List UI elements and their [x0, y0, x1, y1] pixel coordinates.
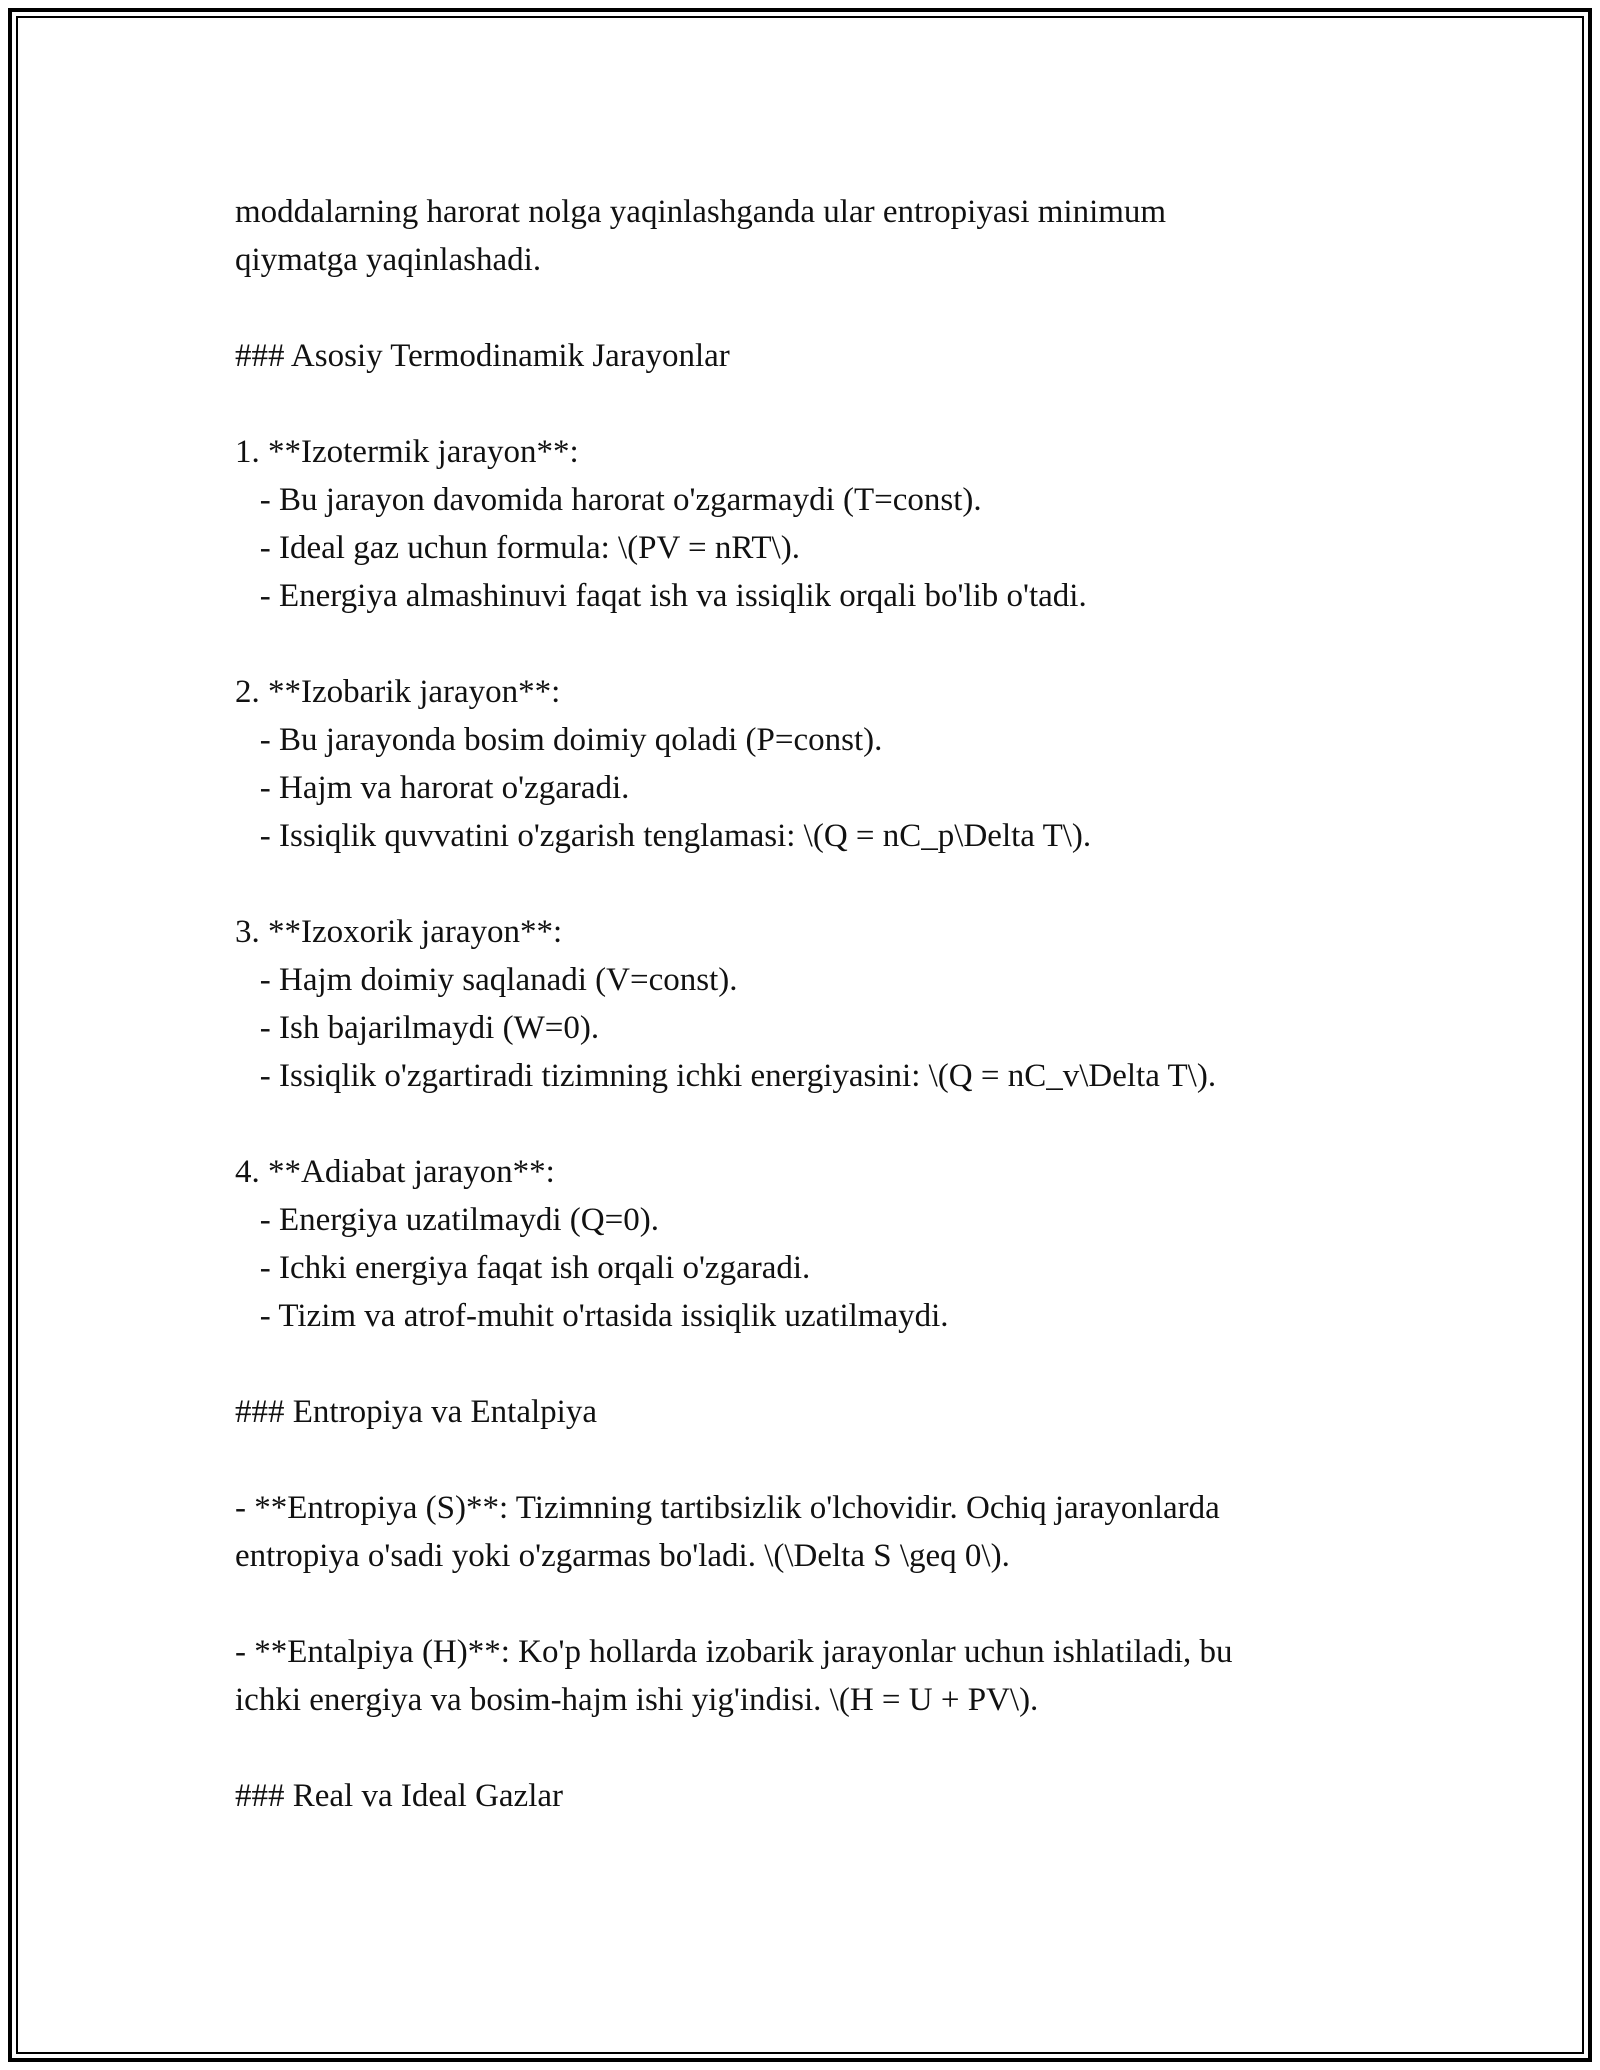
process-bullet: - Energiya almashinuvi faqat ish va issiqlik orqali bo'lib o'tadi.: [235, 578, 1087, 614]
process-bullet: - Ideal gaz uchun formula: \(PV = nRT\).: [235, 530, 800, 566]
process-bullet: - Energiya uzatilmaydi (Q=0).: [235, 1202, 659, 1238]
process-title: 2. **Izobarik jarayon**:: [235, 674, 561, 710]
enthalpy-line-2: ichki energiya va bosim-hajm ishi yig'indisi. \(H = U + PV\).: [235, 1682, 1039, 1718]
process-title: 1. **Izotermik jarayon**:: [235, 434, 579, 470]
process-title: 3. **Izoxorik jarayon**:: [235, 914, 563, 950]
heading-processes: ### Asosiy Termodinamik Jarayonlar: [235, 338, 730, 374]
heading-entropy: ### Entropiya va Entalpiya: [235, 1394, 597, 1430]
process-bullet: - Ish bajarilmaydi (W=0).: [235, 1010, 600, 1046]
process-bullet: - Hajm va harorat o'zgaradi.: [235, 770, 630, 806]
process-bullet: - Bu jarayonda bosim doimiy qoladi (P=const).: [235, 722, 883, 758]
process-bullet: - Issiqlik o'zgartiradi tizimning ichki energiyasini: \(Q = nC_v\Delta T\).: [235, 1058, 1217, 1094]
entropy-line-2: entropiya o'sadi yoki o'zgarmas bo'ladi. \(\Delta S \geq 0\).: [235, 1538, 1010, 1574]
process-bullet: - Bu jarayon davomida harorat o'zgarmaydi (T=const).: [235, 482, 982, 518]
entropy-line-1: - **Entropiya (S)**: Tizimning tartibsizlik o'lchovidir. Ochiq jarayonlarda: [235, 1490, 1220, 1526]
process-bullet: - Issiqlik quvvatini o'zgarish tenglamasi: \(Q = nC_p\Delta T\).: [235, 818, 1092, 854]
heading-gases: ### Real va Ideal Gazlar: [235, 1778, 564, 1814]
enthalpy-line-1: - **Entalpiya (H)**: Ko'p hollarda izobarik jarayonlar uchun ishlatiladi, bu: [235, 1634, 1233, 1670]
process-title: 4. **Adiabat jarayon**:: [235, 1154, 555, 1190]
process-bullet: - Hajm doimiy saqlanadi (V=const).: [235, 962, 738, 998]
document-body: [235, 188, 1385, 1820]
intro-line-1: moddalarning harorat nolga yaqinlashganda ular entropiyasi minimum: [235, 194, 1167, 230]
intro-line-2: qiymatga yaqinlashadi.: [235, 242, 542, 278]
process-bullet: - Ichki energiya faqat ish orqali o'zgaradi.: [235, 1250, 811, 1286]
process-bullet: - Tizim va atrof-muhit o'rtasida issiqlik uzatilmaydi.: [235, 1298, 949, 1334]
